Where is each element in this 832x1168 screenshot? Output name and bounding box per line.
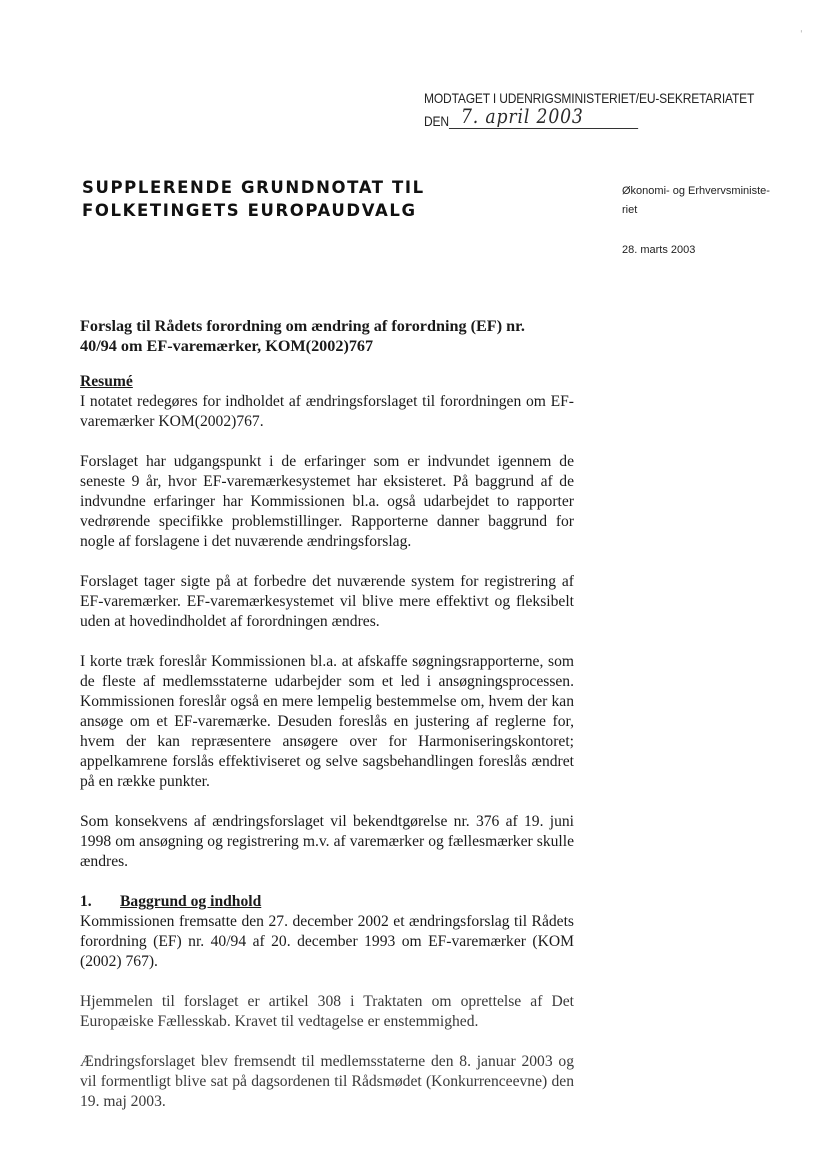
document-body (80, 316, 574, 1132)
section-1-heading (80, 892, 574, 912)
heading-line-2: FOLKETINGETS EUROPAUDVALG (82, 201, 417, 220)
subject-title (80, 316, 574, 356)
document-heading (82, 176, 522, 222)
resume-paragraph-3: Forslaget tager sigte på at forbedre det nuværende system for registrering af EF-varemærker. EF-varemærkesystemet vil blive mere effektivt og fleksibelt uden at hovedindholdet af forordningen ændres. (80, 573, 574, 630)
subject-line-1: Forslag til Rådets forordning om ændring af forordning (EF) nr. (80, 317, 525, 335)
ministry-line-1: Økonomi- og Erhvervsministe- (622, 185, 770, 197)
scan-speck: ˈ (800, 30, 803, 40)
resume-paragraph-2: Forslaget har udgangspunkt i de erfaringer som er indvundet igennem de seneste 9 år, hvor EF-varemærkesystemet har eksisteret. På baggrund af de indvundne erfaringer har Kommissionen bl.a. også udarbejdet to rapporter vedrørende specifikke problemstillinger. Rapporterne danner baggrund for nogle af forslagene i det nuværende ændringsforslag. (80, 453, 574, 550)
stamp-handwritten-date: 7. april 2003 (460, 104, 584, 128)
stamp-date-label: DEN (424, 113, 449, 129)
resume-heading: Resumé (80, 373, 133, 390)
heading-line-1: SUPPLERENDE GRUNDNOTAT TIL (82, 178, 425, 197)
resume-paragraph-1: I notatet redegøres for indholdet af ændringsforslaget til forordningen om EF-varemærker KOM(2002)767. (80, 393, 574, 430)
stamp-date-line (449, 104, 638, 129)
subject-line-2: 40/94 om EF-varemærker, KOM(2002)767 (80, 337, 374, 355)
section-1-paragraph-2: Hjemmelen til forslaget er artikel 308 i Traktaten om oprettelse af Det Europæiske Fællesskab. Kravet til vedtagelse er enstemmighed. (80, 993, 574, 1030)
section-1-paragraph-1: Kommissionen fremsatte den 27. december 2002 et ændringsforslag til Rådets forordning (EF) nr. 40/94 af 20. december 1993 om EF-varemærker (KOM (2002) 767). (80, 913, 574, 970)
ministry-line-2: riet (622, 204, 638, 216)
stamp-date-row (424, 104, 725, 129)
document-date: 28. marts 2003 (622, 244, 696, 256)
resume-paragraph-5: Som konsekvens af ændringsforslaget vil bekendtgørelse nr. 376 af 19. juni 1998 om ansøgning og registrering m.v. af varemærker og fællesmærker skulle ændres. (80, 813, 574, 870)
section-1-title: Baggrund og indhold (120, 893, 262, 910)
section-1-paragraph-3: Ændringsforslaget blev fremsendt til medlemsstaterne den 8. januar 2003 og vil formentligt blive sat på dagsordenen til Rådsmødet (Konkurrenceevne) den 19. maj 2003. (80, 1053, 574, 1110)
received-stamp (424, 90, 774, 129)
resume-paragraph-4: I korte træk foreslår Kommissionen bl.a. at afskaffe søgningsrapporterne, som de fleste af medlemsstaterne udarbejder som et led i ansøgningsprocessen. Kommissionen foreslår også en mere lempelig bestemmelse om, hvem der kan ansøge om et EF-varemærke. Desuden foreslås en justering af reglerne for, hvem der kan repræsentere ansøgere over for Harmoniseringskontoret; appelkamrene forslås effektiviseret og selve sagsbehandlingen foreslås ændret på en række punkter. (80, 653, 574, 790)
stamp-received-line: MODTAGET I UDENRIGSMINISTERIET/EU-SEKRETARIATET (424, 90, 755, 106)
sender-ministry (622, 184, 792, 221)
section-1-number: 1. (80, 893, 92, 910)
